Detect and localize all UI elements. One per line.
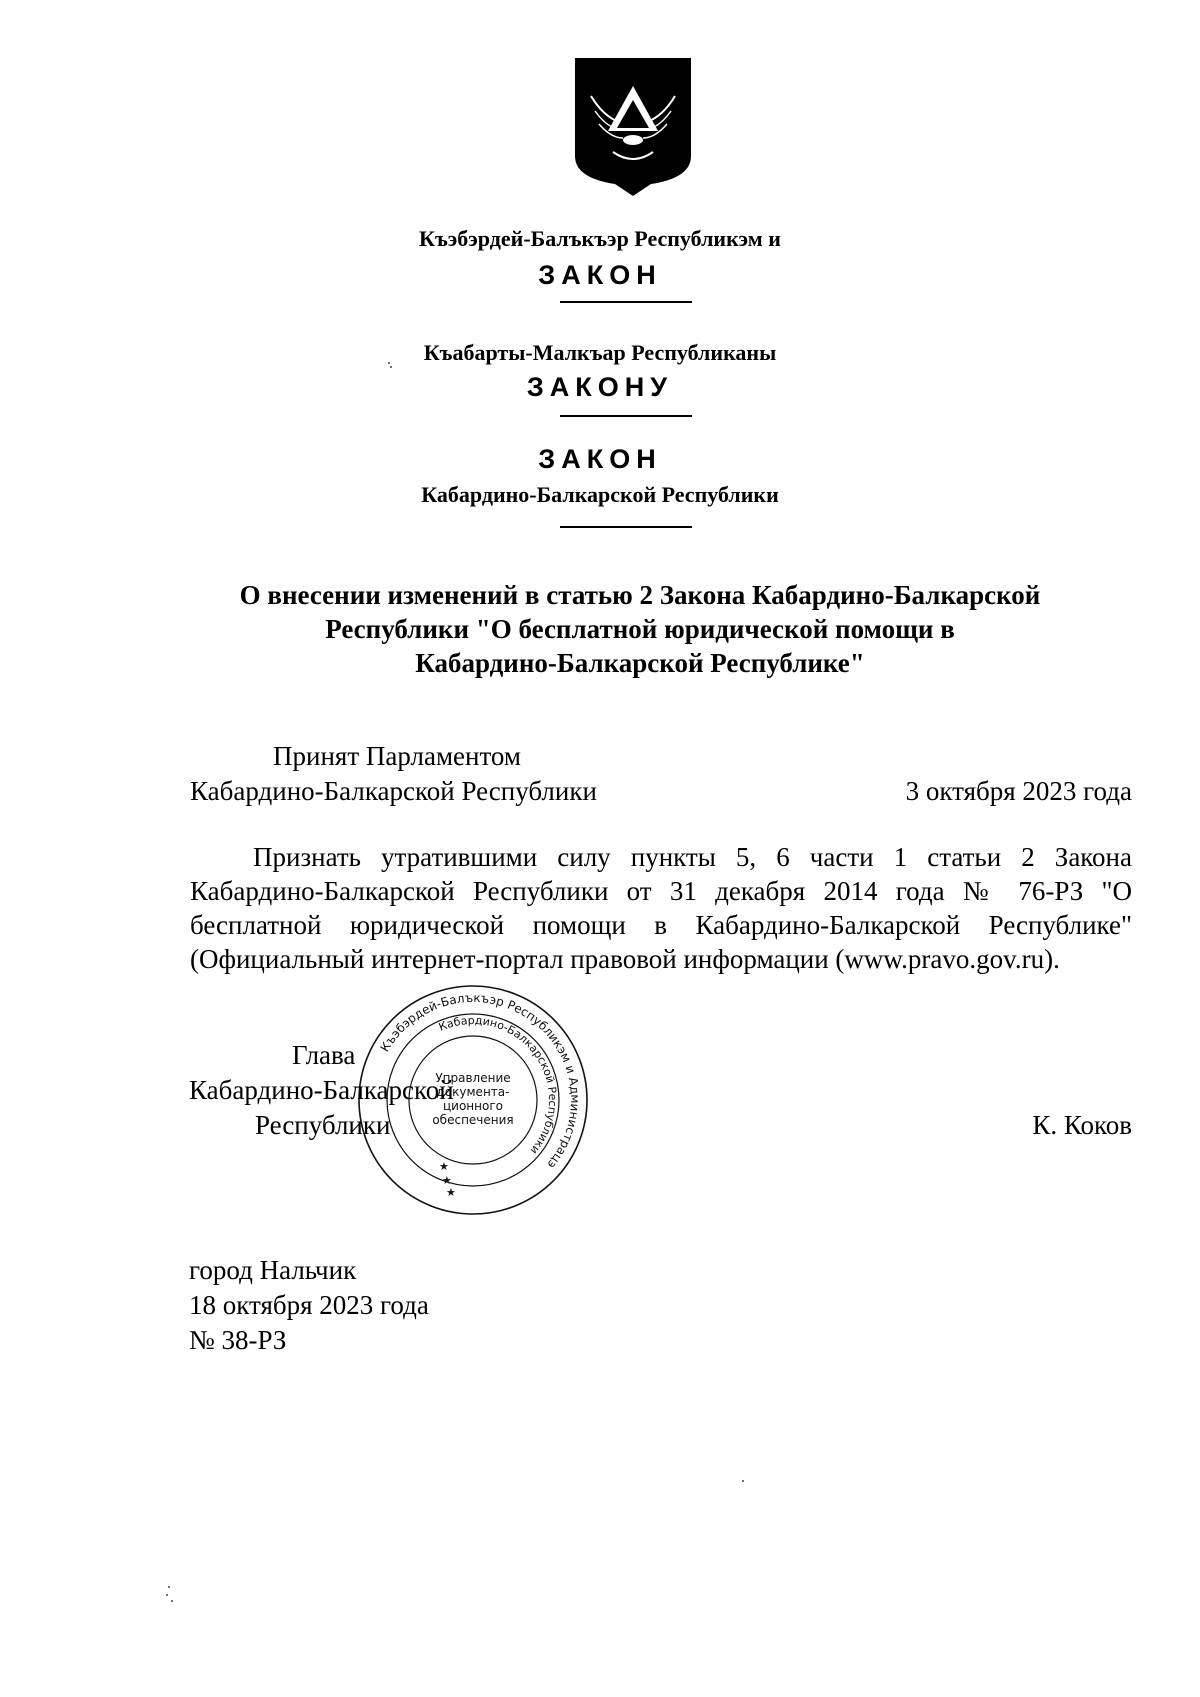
signatory-republic: Кабардино-Балкарской <box>189 1075 454 1105</box>
balkar-republic-name: Къабарты-Малкъар Республиканы <box>423 340 777 365</box>
kabardian-republic-name: Къэбэрдей-Балъкъэр Республикэм и <box>419 226 781 251</box>
signing-date: 18 октября 2023 года <box>189 1290 429 1320</box>
law-title-line: Кабардино-Балкарской Республике" <box>415 648 865 678</box>
divider <box>560 301 692 303</box>
scan-speck <box>171 1600 173 1602</box>
law-title-line: О внесении изменений в статью 2 Закона Кабардино-Балкарской <box>239 580 1041 610</box>
signatory-republic-word: Республики <box>255 1110 391 1140</box>
law-body-paragraph: Признать утратившими силу пункты 5, 6 части 1 статьи 2 Закона Кабардино-Балкарской Республики от 31 декабря 2014 года № 76-РЗ "О бесплатной юридической помощи в Кабардино-Балкарской Республике" (Официальный интернет-портал правовой информации (www.pravo.gov.ru). <box>190 842 1132 974</box>
law-title-line: Республики "О бесплатной юридической помощи в <box>325 614 955 644</box>
scan-speck <box>388 362 390 364</box>
russian-republic-name: Кабардино-Балкарской Республики <box>421 482 779 507</box>
seal-middle-text: Кабардино-Балкарской Республики <box>436 1013 560 1157</box>
scan-speck <box>166 1594 168 1596</box>
svg-text:★: ★ <box>446 1187 456 1199</box>
signatory-title: Глава <box>292 1040 356 1070</box>
kabardian-law-label: ЗАКОН <box>538 260 662 290</box>
seal-center-line: Управление <box>435 1071 511 1085</box>
svg-text:★: ★ <box>442 1175 452 1187</box>
adopted-by-republic: Кабардино-Балкарской Республики <box>190 776 597 806</box>
scan-speck <box>168 1586 170 1588</box>
law-number: № 38-РЗ <box>189 1325 287 1355</box>
divider <box>560 415 692 417</box>
balkar-law-label: ЗАКОНУ <box>526 372 674 402</box>
seal-outer-text: Къэбэрдей-Балъкъэр Республикэм и Администрацэ <box>377 990 583 1172</box>
place-of-signing: город Нальчик <box>189 1255 357 1285</box>
divider <box>560 526 692 528</box>
signatory-name: К. Коков <box>1032 1110 1132 1140</box>
adoption-date: 3 октября 2023 года <box>905 776 1132 806</box>
coat-of-arms-icon <box>573 56 693 196</box>
adopted-by-parliament: Принят Парламентом <box>273 741 521 771</box>
law-title <box>200 578 1080 680</box>
svg-text:★: ★ <box>439 1161 449 1173</box>
russian-law-label: ЗАКОН <box>538 444 662 474</box>
scan-speck <box>390 366 392 368</box>
scan-speck <box>742 1480 744 1482</box>
seal-center-line: документа- <box>436 1085 510 1099</box>
seal-center-line: ционного <box>443 1099 503 1113</box>
seal-center-line: обеспечения <box>432 1113 514 1127</box>
